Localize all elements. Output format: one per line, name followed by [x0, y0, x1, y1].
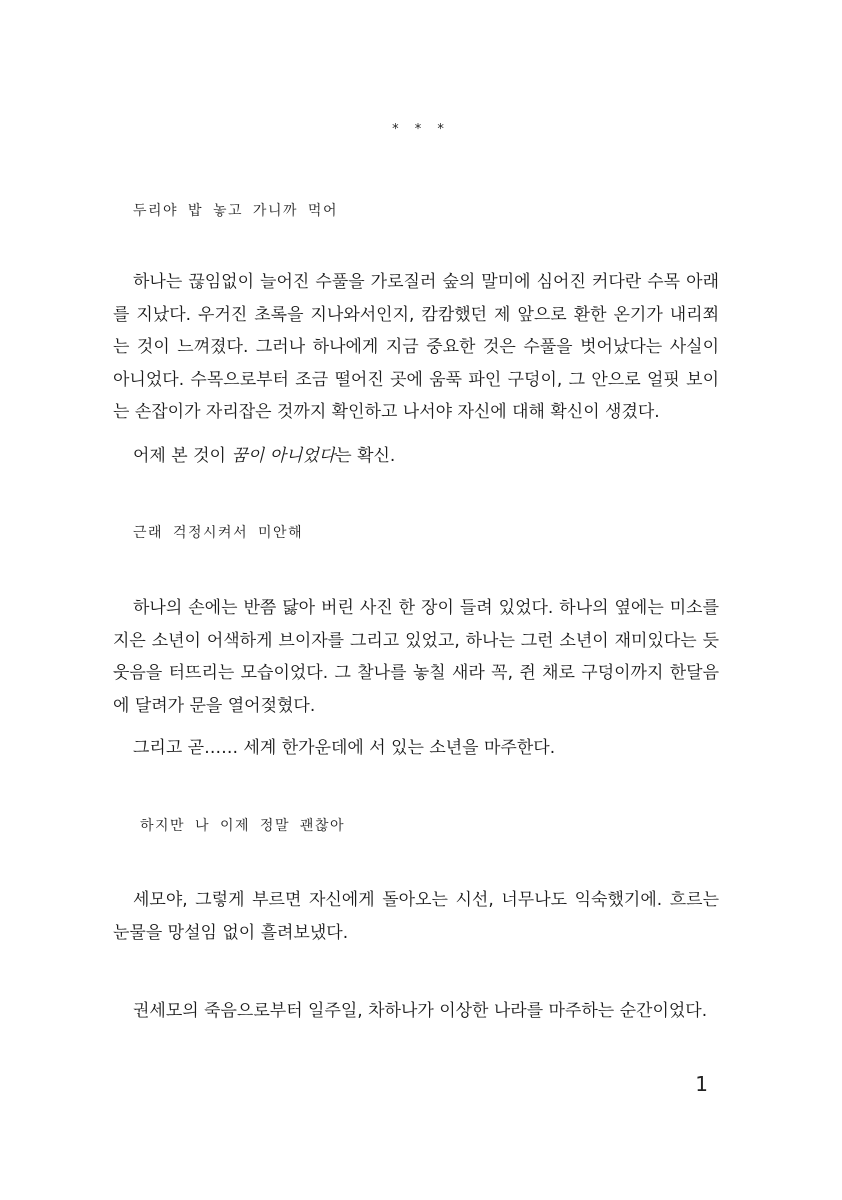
paragraph-1: 하나는 끊임없이 늘어진 수풀을 가로질러 숲의 말미에 심어진 커다란 수목 아래를 지났다. 우거진 초록을 지나와서인지, 캄캄했던 제 앞으로 환한 온기가 내리쬐는 것이 느껴졌다. 그러나 하나에게 지금 중요한 것은 수풀을 벗어났다는 사실이 아니었다. 수목으로부터 조금 떨어진 곳에 움푹 파인 구덩이, 그 안으로 얼핏 보이는 손잡이가 자리잡은 것까지 확인하고 나서야 자신에 대해 확신이 생겼다. — [113, 272, 719, 422]
paragraph-4: 그리고 곧…… 세계 한가운데에 서 있는 소년을 마주한다. — [133, 738, 556, 758]
paragraph-6: 권세모의 죽음으로부터 일주일, 차하나가 이상한 나라를 마주하는 순간이었다. — [133, 1001, 708, 1021]
paragraph-2-prefix: 어제 본 것이 — [133, 446, 232, 466]
paragraph-2 — [133, 440, 395, 473]
paragraph-5: 세모야, 그렇게 부르면 자신에게 돌아오는 시선, 너무나도 익숙했기에. 흐르는 눈물을 망설임 없이 흘려보냈다. — [113, 890, 719, 943]
paragraph-2-italic: 꿈이 아니었다 — [231, 446, 336, 466]
section-separator: * * * — [392, 122, 450, 137]
handwritten-note-2: 근래 걱정시켜서 미안해 — [133, 525, 304, 541]
paragraph-3: 하나의 손에는 반쯤 닳아 버린 사진 한 장이 들려 있었다. 하나의 옆에는 미소를 지은 소년이 어색하게 브이자를 그리고 있었고, 하나는 그런 소년이 재미있다는 듯 웃음을 터뜨리는 모습이었다. 그 찰나를 놓칠 새라 꼭, 쥔 채로 구덩이까지 한달음에 달려가 문을 열어젖혔다. — [113, 598, 719, 716]
handwritten-note-3: 하지만 나 이제 정말 괜찮아 — [140, 818, 345, 834]
paragraph-2-suffix: 는 확신. — [335, 446, 396, 466]
handwritten-note-1: 두리야 밥 놓고 가니까 먹어 — [133, 203, 338, 219]
page-number: 1 — [695, 1072, 708, 1096]
